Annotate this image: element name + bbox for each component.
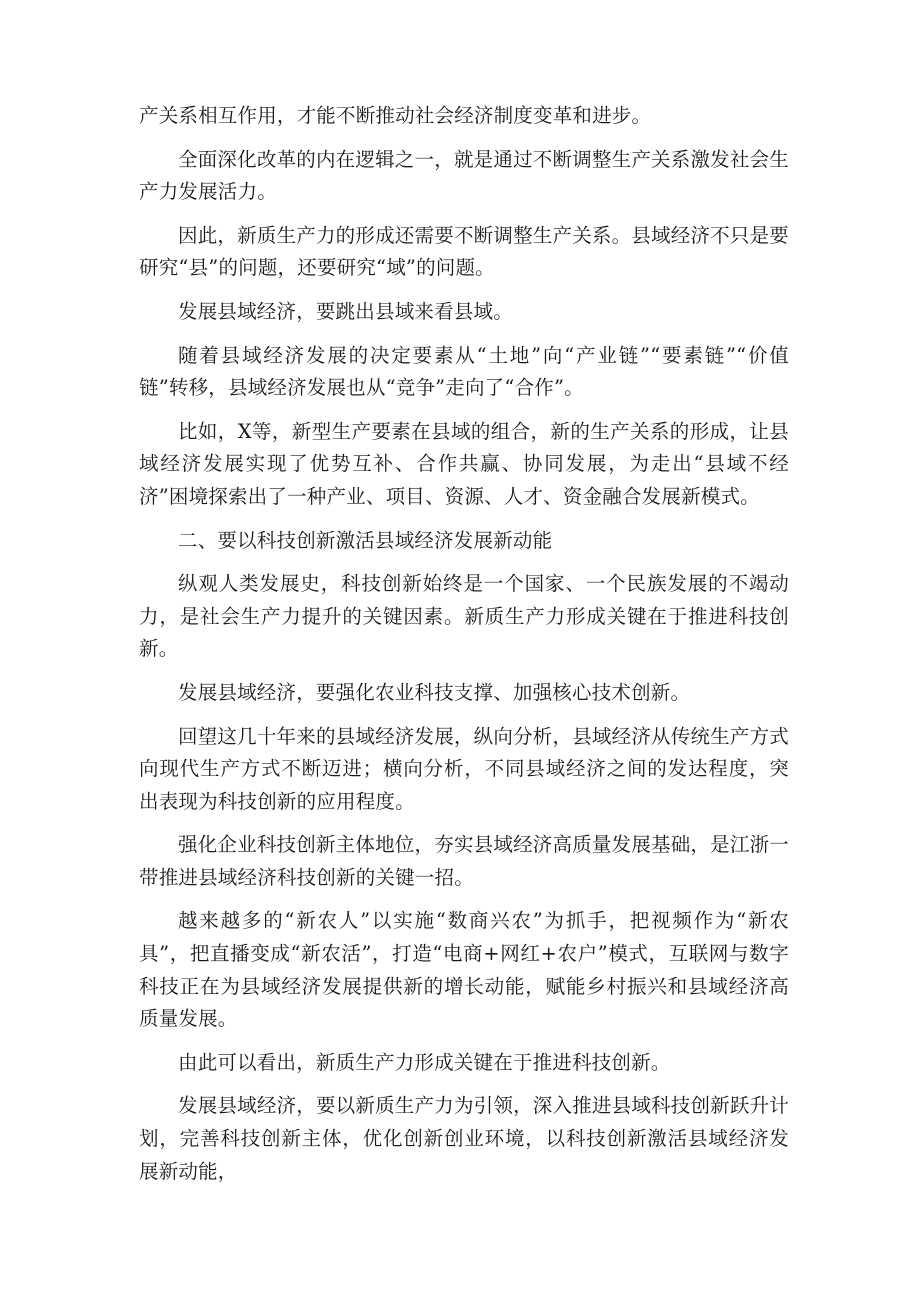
section-heading: 二、要以科技创新激活县域经济发展新动能 bbox=[178, 528, 553, 552]
paragraph: 纵观人类发展史，科技创新始终是一个国家、一个民族发展的不竭动力，是社会生产力提升的关键因素。新质生产力形成关键在于推进科技创新。 bbox=[139, 572, 789, 661]
paragraph: 随着县域经济发展的决定要素从“土地”向“产业链”“要素链”“价值链”转移，县域经济发展也从“竞争”走向了“合作”。 bbox=[139, 343, 789, 400]
paragraph: 越来越多的“新农人”以实施“数商兴农”为抓手，把视频作为“新农具”，把直播变成“新农活”，打造“电商+网红+农户”模式，互联网与数字科技正在为县域经济发展提供新的增长动能，赋能乡村振兴和县域经济高质量发展。 bbox=[139, 909, 789, 1031]
paragraph: 发展县域经济，要跳出县域来看县域。 bbox=[178, 299, 513, 323]
paragraph: 比如，X等，新型生产要素在县域的组合，新的生产关系的形成，让县域经济发展实现了优势互补、合作共赢、协同发展，为走出“县域不经济”困境探索出了一种产业、项目、资源、人才、资金融合发展新模式。 bbox=[139, 419, 789, 508]
paragraph: 因此，新质生产力的形成还需要不断调整生产关系。县域经济不只是要研究“县”的问题，还要研究“域”的问题。 bbox=[139, 223, 789, 280]
paragraph: 回望这几十年来的县域经济发展，纵向分析，县域经济从传统生产方式向现代生产方式不断迈进；横向分析，不同县域经济之间的发达程度，突出表现为科技创新的应用程度。 bbox=[139, 724, 789, 813]
paragraph: 强化企业科技创新主体地位，夯实县域经济高质量发展基础，是江浙一带推进县域经济科技创新的关键一招。 bbox=[139, 833, 789, 889]
paragraph: 由此可以看出，新质生产力形成关键在于推进科技创新。 bbox=[178, 1050, 671, 1074]
paragraph: 发展县域经济，要以新质生产力为引领，深入推进县域科技创新跃升计划，完善科技创新主体，优化创新创业环境，以科技创新激活县域经济发展新动能， bbox=[139, 1094, 789, 1183]
paragraph: 发展县域经济，要强化农业科技支撑、加强核心技术创新。 bbox=[178, 680, 691, 704]
document-body bbox=[139, 100, 789, 1199]
paragraph: 产关系相互作用，才能不断推动社会经济制度变革和进步。 bbox=[139, 104, 652, 127]
paragraph: 全面深化改革的内在逻辑之一，就是通过不断调整生产关系激发社会生产力发展活力。 bbox=[139, 147, 789, 204]
